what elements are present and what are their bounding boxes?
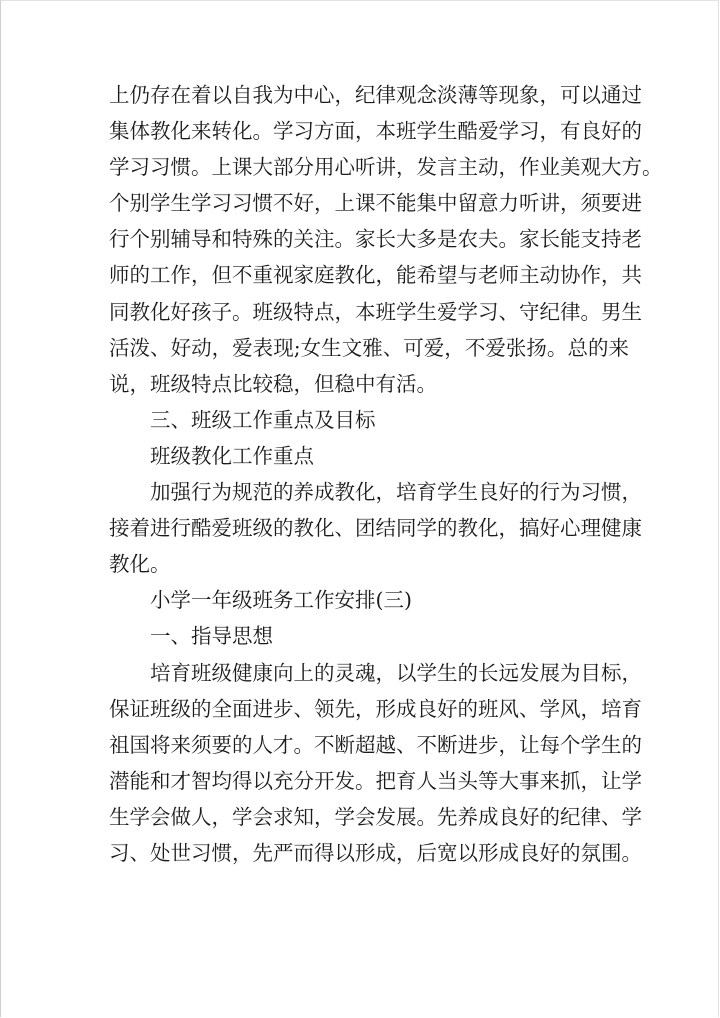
text-line: 教化。 — [109, 552, 171, 577]
document-body — [109, 77, 663, 871]
text-line: 生学会做人，学会求知，学会发展。先养成良好的纪律、学 — [109, 804, 642, 829]
text-line: 培育班级健康向上的灵魂，以学生的长远发展为目标， — [150, 660, 642, 685]
text-line: 一、指导思想 — [150, 624, 273, 649]
text-line: 习、处世习惯，先严而得以形成，后宽以形成良好的氛围。 — [109, 840, 642, 865]
text-line: 个别学生学习习惯不好，上课不能集中留意力听讲，须要进 — [109, 191, 642, 216]
text-line: 接着进行酷爱班级的教化、团结同学的教化，搞好心理健康 — [109, 516, 642, 541]
text-line: 班级教化工作重点 — [150, 443, 314, 468]
text-line: 学习习惯。上课大部分用心听讲，发言主动，作业美观大方。 — [109, 155, 663, 180]
text-line: 小学一年级班务工作安排(三) — [150, 588, 412, 613]
text-line: 活泼、好动，爱表现;女生文雅、可爱，不爱张扬。总的来 — [109, 335, 629, 360]
text-line: 行个别辅导和特殊的关注。家长大多是农夫。家长能支持老 — [109, 227, 642, 252]
text-line: 潜能和才智均得以充分开发。把育人当头等大事来抓，让学 — [109, 768, 642, 793]
text-line: 师的工作，但不重视家庭教化，能希望与老师主动协作，共 — [109, 263, 642, 288]
text-line: 说，班级特点比较稳，但稳中有活。 — [109, 371, 437, 396]
text-line: 上仍存在着以自我为中心，纪律观念淡薄等现象，可以通过 — [109, 83, 642, 107]
text-line: 祖国将来须要的人才。不断超越、不断进步，让每个学生的 — [109, 732, 642, 757]
text-line: 三、班级工作重点及目标 — [150, 407, 376, 432]
text-line: 保证班级的全面进步、领先，形成良好的班风、学风，培育 — [109, 696, 642, 721]
text-line: 同教化好孩子。班级特点，本班学生爱学习、守纪律。男生 — [109, 299, 642, 324]
text-line: 加强行为规范的养成教化，培育学生良好的行为习惯， — [150, 480, 642, 505]
text-line: 集体教化来转化。学习方面，本班学生酷爱学习，有良好的 — [109, 119, 642, 144]
